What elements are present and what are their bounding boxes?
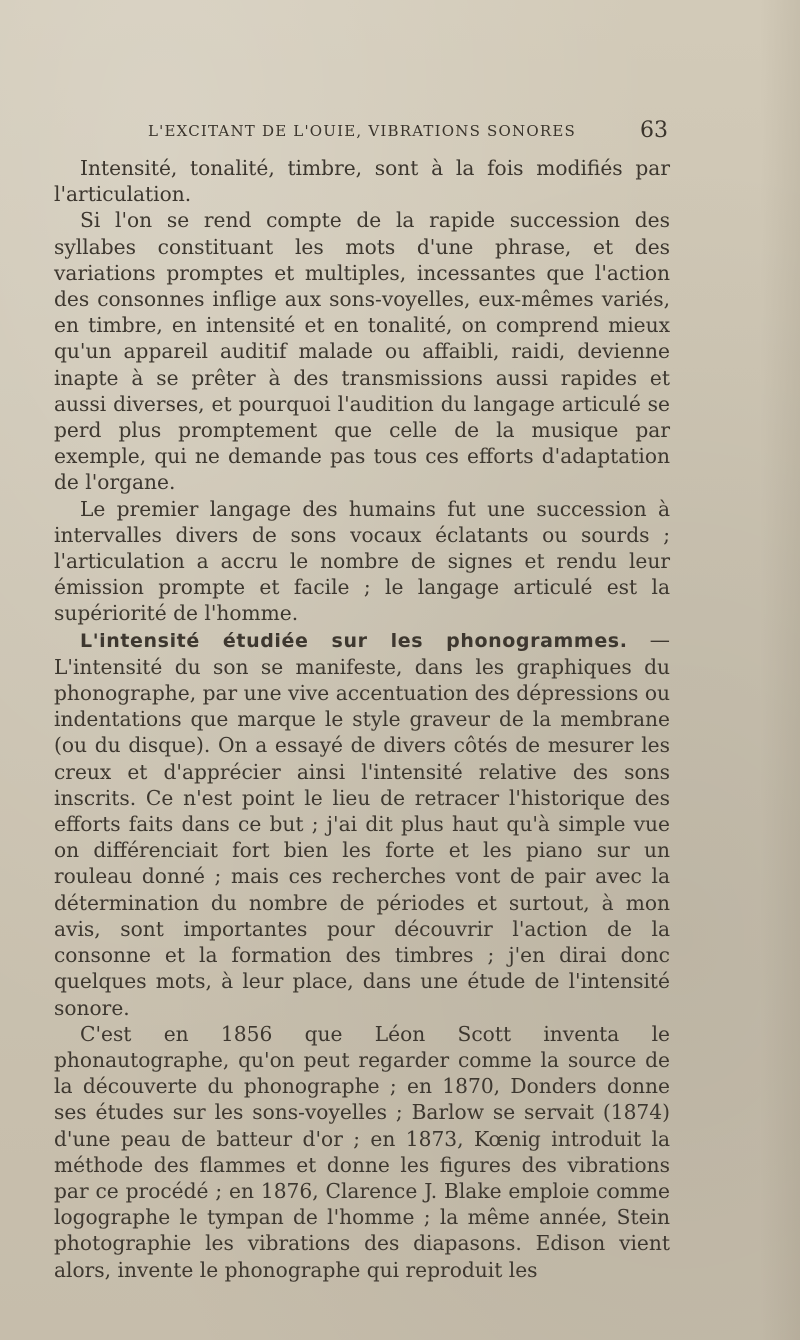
page-edge-shadow <box>760 0 800 1340</box>
paragraph-intensity <box>54 627 670 1021</box>
paragraph-syllables: Si l'on se rend compte de la rapide succession des syllabes constituant les mots d'une phrase, et des variations promptes et multiples, incessantes que l'action des consonnes inflige aux sons-voyelles, eux-mêmes variés, en timbre, en intensité et en tonalité, on comprend mieux qu'un appareil auditif malade ou affaibli, raidi, devienne inapte à se prêter à des transmissions aussi rapides et aussi diverses, et pourquoi l'audition du langage articulé se perd plus promptement que celle de la musique par exemple, qui ne demande pas tous ces efforts d'adaptation de l'organe. <box>54 208 670 495</box>
body-text <box>54 155 670 1283</box>
section-subheading: L'intensité étudiée sur les phonogrammes. <box>80 629 628 652</box>
paragraph-first-language: Le premier langage des humains fut une succession à intervalles divers de sons vocaux éclatants ou sourds ; l'articulation a accru le nombre de signes et rendu leur émission prompte et facile ; le langage articulé est la supériorité de l'homme. <box>54 496 670 626</box>
paragraph-articulation: Intensité, tonalité, timbre, sont à la fois modifiés par l'articulation. <box>54 156 670 207</box>
paragraph-history: C'est en 1856 que Léon Scott inventa le phonautographe, qu'on peut regarder comme la source de la découverte du phonographe ; en 1870, Donders donne ses études sur les sons-voyelles ; Barlow se servait (1874) d'une peau de batteur d'or ; en 1873, Kœnig introduit la méthode des flammes et donne les figures des vibrations par ce procédé ; en 1876, Clarence J. Blake emploie comme logographe le tympan de l'homme ; la même année, Stein photographie les vibrations des diapasons. Edison vient alors, invente le phonographe qui reproduit les <box>54 1021 670 1282</box>
running-head: L'EXCITANT DE L'OUIE, VIBRATIONS SONORES <box>148 122 576 140</box>
page-header <box>148 118 668 148</box>
paragraph-intensity-text: — L'intensité du son se manifeste, dans les graphiques du phonographe, par une vive accentuation des dépressions ou indentations que marque le style graveur de la membrane (ou du disque). On a essayé de divers côtés de mesurer les creux et d'apprécier ainsi l'intensité relative des sons inscrits. Ce n'est point le lieu de retracer l'historique des efforts faits dans ce but ; j'ai dit plus haut qu'à simple vue on différenciait fort bien les forte et les piano sur un rouleau donné ; mais ces recherches vont de pair avec la détermination du nombre de périodes et surtout, à mon avis, sont importantes pour découvrir l'action de la consonne et la formation des timbres ; j'en dirai donc quelques mots, à leur place, dans une étude de l'intensité sonore. <box>54 627 670 1020</box>
page-number: 63 <box>640 118 668 143</box>
